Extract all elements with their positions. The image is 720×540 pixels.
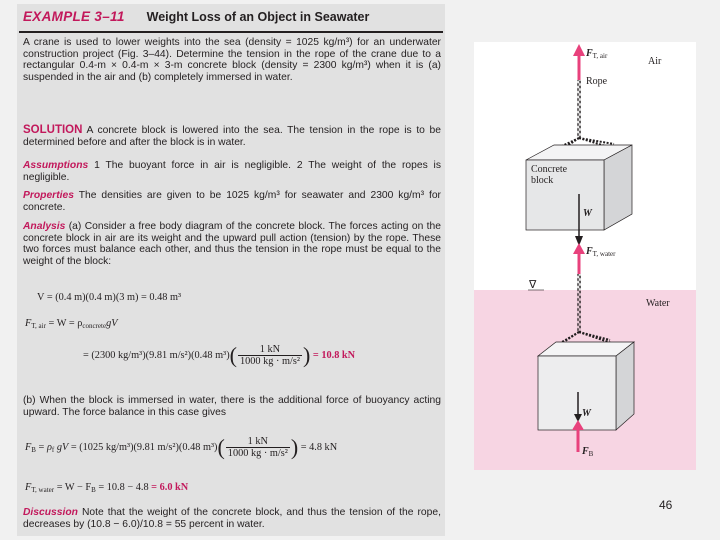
example-label: EXAMPLE 3–11: [23, 9, 125, 24]
rope-air: [577, 80, 581, 138]
solution-paragraph: [23, 125, 441, 148]
rope-water: [577, 274, 581, 332]
water-tension-arrowhead: [573, 243, 585, 254]
air-weight-label: W: [583, 208, 592, 219]
properties-text: The densities are given to be 1025 kg/m³ for seawater and 2300 kg/m³ for concrete.: [23, 190, 441, 213]
buoyancy-equation: $F_B = \rho_f$ gV = (1025 kg/m³)(9.81 m/s²)(0.48 m³)( $\frac{1 kN}{\text{1000 kg · m/s²}}$ ) = 4.8 kN: [25, 434, 338, 460]
buoyancy-frac-denominator: 1000 kg · m/s²: [227, 448, 288, 459]
buoyancy-calc-text: = (1025 kg/m³)(9.81 m/s²)(0.48 m³): [70, 441, 218, 453]
tension-water-subscript: T, water: [31, 486, 55, 494]
tension-air-equation: [25, 318, 118, 330]
tension-water-rhs: = W − F: [56, 482, 92, 493]
water-weight-label: W: [582, 408, 591, 419]
buoyancy-unit-fraction: [226, 436, 290, 459]
analysis-b-paragraph: (b) When the block is immersed in water, there is the additional force of buoyancy acting upward. The force balance in this case gives: [23, 395, 441, 418]
properties-paragraph: [23, 190, 441, 213]
water-label: Water: [646, 298, 670, 309]
tension-air-symbol: F: [25, 318, 32, 329]
example-title: Weight Loss of an Object in Seawater: [146, 10, 370, 24]
tension-water-symbol: F: [25, 482, 32, 493]
weight-frac-numerator: 1 kN: [238, 344, 302, 356]
air-tension-label: $F_{T, air}$: [586, 48, 608, 60]
solution-text: A concrete block is lowered into the sea. The tension in the rope is to be determined before and after the block is in water.: [23, 125, 441, 148]
weight-unit-fraction: [238, 344, 302, 367]
problem-statement: A crane is used to lower weights into the sea (density = 1025 kg/m³) for an underwater construction project (Fig. 3–44). Determine the tension in the rope of the crane due to a rectangular 0.4-m × 0.4-m × 3-m concrete block (density = 2300 kg/m³) when it is (a) suspended in the air and (b) completely immersed in water.: [23, 37, 441, 83]
water-tension-label: $F_{T, water}$: [586, 246, 616, 258]
example-header: [23, 8, 369, 30]
block-label-line1: Concrete: [531, 164, 568, 175]
discussion-label: Discussion: [23, 507, 78, 518]
tension-air-end: gV: [106, 318, 118, 329]
block-label-line2: block: [531, 175, 554, 186]
figure-drawing: [474, 42, 696, 470]
buoyancy-label: $F_B$: [582, 446, 594, 458]
weight-result: = 10.8 kN: [312, 349, 356, 361]
sling-water-2: [562, 332, 579, 342]
tension-water-result: = 6.0 kN: [151, 482, 189, 493]
assumptions-text: 1 The buoyant force in air is negligible. 2 The weight of the ropes is negligible.: [23, 160, 441, 183]
buoyancy-frac-numerator: 1 kN: [226, 436, 290, 448]
weight-calculation: = (2300 kg/m³)(9.81 m/s²)(0.48 m³)( $\frac{1 kN}{\text{1000 kg · m/s²}}$ ) = 10.8 kN: [83, 342, 356, 368]
analysis-label: Analysis: [23, 221, 66, 232]
discussion-text: Note that the weight of the concrete block, and thus the tension of the rope, decreases by (10.8 − 6.0)/10.8 = 55 percent in water.: [23, 507, 441, 530]
analysis-text: (a) Consider a free body diagram of the concrete block. The forces acting on the concrete block in air are its weight and the upward pull action (tension) by the rope. These two forces must balance each other, and thus the tension in the rope must be equal to the weight of the block:: [23, 221, 441, 267]
page-number: 46: [659, 498, 673, 512]
solution-label: SOLUTION: [23, 124, 83, 136]
weight-frac-denominator: 1000 kg · m/s²: [239, 356, 300, 367]
air-label: Air: [648, 56, 662, 67]
assumptions-label: Assumptions: [23, 160, 89, 171]
discussion-paragraph: [23, 507, 441, 530]
block-label: [531, 164, 567, 186]
properties-label: Properties: [23, 190, 74, 201]
air-tension-arrowhead: [573, 44, 585, 56]
free-surface-icon: ∇: [529, 279, 537, 291]
free-body-figure: [474, 42, 696, 470]
textbook-page: [17, 4, 445, 536]
tension-air-subscript: T, air: [31, 322, 46, 330]
buoyancy-result: = 4.8 kN: [300, 441, 338, 453]
rope-label: Rope: [586, 76, 608, 87]
tension-water-equation: $F_{T, water} = W - F_B = 10.8 - 4.8 = 6.0$ kN: [25, 482, 189, 494]
tension-water-mid: = 10.8 − 4.8: [98, 482, 149, 493]
density-subscript: concrete: [82, 322, 107, 330]
assumptions-paragraph: [23, 160, 441, 183]
volume-equation: V = (0.4 m)(0.4 m)(3 m) = 0.48 m³: [37, 292, 182, 303]
block-water-side: [616, 342, 634, 430]
block-air-side: [604, 145, 632, 230]
tension-air-rhs: = W = ρ: [48, 318, 83, 329]
weight-calc-text: = (2300 kg/m³)(9.81 m/s²)(0.48 m³): [83, 349, 230, 361]
header-divider: [19, 31, 443, 33]
analysis-paragraph: [23, 221, 441, 267]
